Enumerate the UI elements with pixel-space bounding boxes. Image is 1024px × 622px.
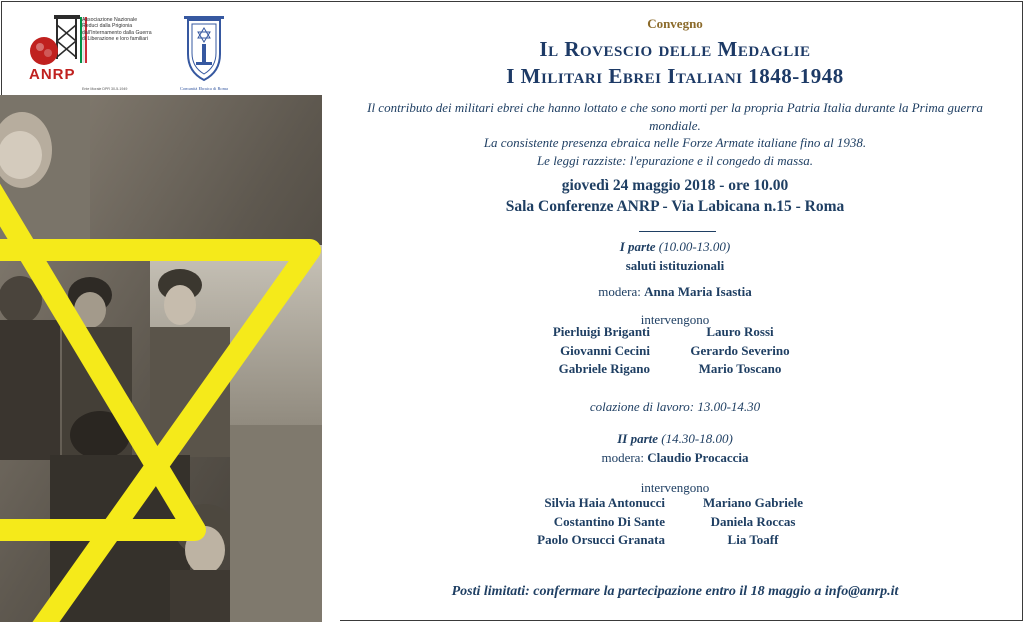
photo-whiteout — [322, 95, 340, 622]
moderator-label: modera: — [601, 450, 645, 465]
lunch-break: colazione di lavoro: 13.00-14.30 — [589, 399, 761, 414]
intro-line: Le leggi razziste: l'epurazione e il congedo di massa. — [536, 152, 814, 168]
part1-label: I parte — [619, 239, 656, 254]
moderator-name: Claudio Procaccia — [647, 450, 749, 465]
event-place: Sala Conferenze ANRP - Via Labicana n.15 - Roma — [505, 198, 845, 215]
speaker-name: Gerardo Severino — [690, 342, 790, 358]
kicker: Convegno — [647, 16, 703, 31]
speaker-name: Daniela Roccas — [710, 513, 796, 529]
part1-speakers-right — [665, 323, 815, 379]
part2-speakers-label: intervengono — [640, 480, 710, 495]
speaker-name: Gabriele Rigano — [558, 361, 650, 376]
moderator-name: Anna Maria Isastia — [644, 284, 752, 299]
speaker-name: Lia Toaff — [727, 532, 779, 547]
part2-speakers-right — [678, 494, 828, 550]
comunita-ebraica-emblem — [180, 14, 228, 82]
part2-time: (14.30-18.00) — [661, 431, 733, 446]
part2-heading — [340, 431, 1010, 447]
anrp-note: Ente Morale DPR 30-5-1949 — [82, 87, 128, 91]
part1-speakers-label: intervengono — [640, 312, 710, 327]
part1-time: (10.00-13.00) — [658, 239, 731, 254]
part1-speakers-left — [520, 323, 650, 379]
rsvp-footer: Posti limitati: confermare la partecipazione entro il 18 maggio a info@anrp.it — [451, 584, 899, 599]
intro-line: Il contributo dei militari ebrei che hanno lottato e che sono morti per la propria Patria Italia durante la Prima guerra mondiale. — [367, 100, 983, 133]
moderator-label: modera: — [598, 284, 641, 299]
part1-greetings: saluti istituzionali — [625, 258, 725, 273]
historical-photo — [0, 95, 322, 622]
title-line-1: Il Rovescio delle Medaglie — [539, 37, 811, 61]
speaker-name: Lauro Rossi — [706, 324, 774, 339]
part1-heading — [340, 239, 1010, 255]
anrp-wordmark: ANRP — [29, 66, 76, 83]
anrp-subtitle: Associazione Nazionale Reduci dalla Prigionia dall'Internamento dalla Guerra di Liberazione e loro familiari — [82, 17, 152, 42]
speaker-name: Giovanni Cecini — [560, 342, 650, 358]
event-date: giovedì 24 maggio 2018 - ore 10.00 — [561, 177, 789, 194]
divider — [639, 231, 716, 232]
intro-text — [340, 99, 1010, 169]
part1-moderator — [340, 284, 1010, 300]
title-line-2: I Militari Ebrei Italiani 1848-1948 — [506, 64, 844, 88]
speaker-name: Pierluigi Briganti — [552, 324, 650, 339]
part2-label: II parte — [617, 431, 659, 446]
speaker-name: Silvia Haia Antonucci — [544, 495, 665, 510]
speaker-name: Costantino Di Sante — [553, 513, 665, 529]
speaker-name: Mariano Gabriele — [702, 495, 803, 510]
part2-speakers-left — [500, 494, 665, 550]
intro-line: La consistente presenza ebraica nelle Forze Armate italiane fino al 1938. — [483, 135, 867, 150]
comunita-caption: Comunità Ebraica di Roma — [180, 86, 228, 91]
speaker-name: Mario Toscano — [698, 361, 782, 376]
part2-moderator — [340, 450, 1010, 466]
speaker-name: Paolo Orsucci Granata — [537, 532, 665, 547]
